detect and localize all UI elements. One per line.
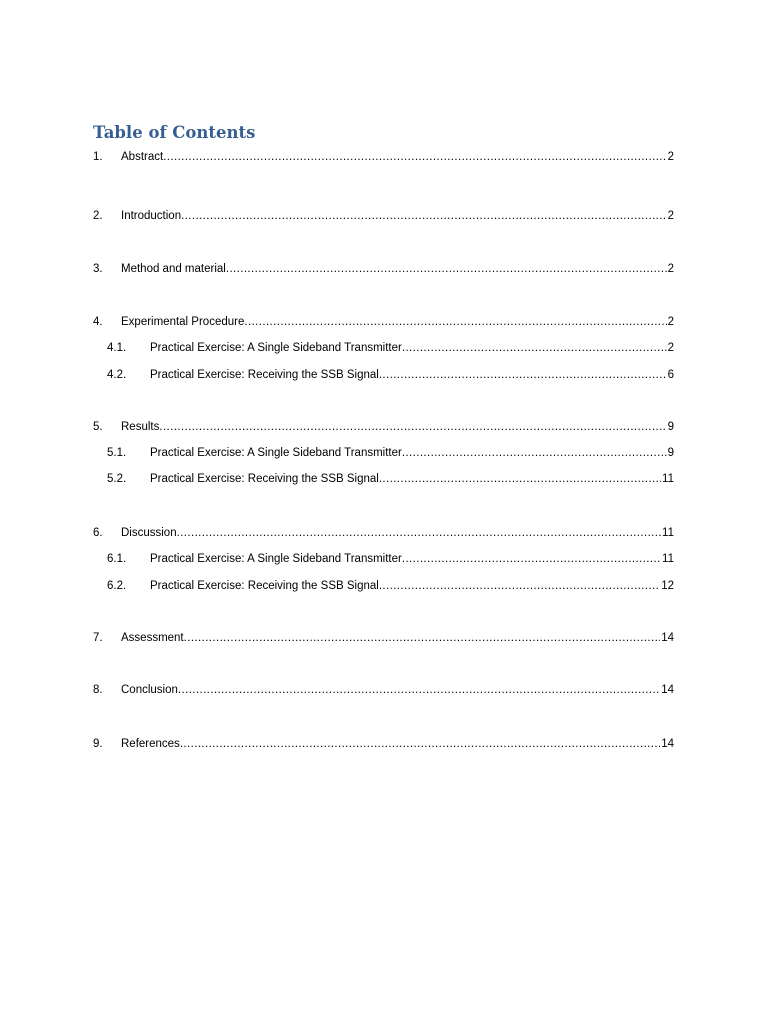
toc-entry-label[interactable]: Results [121, 421, 160, 433]
toc-entry-page: 12 [661, 580, 674, 592]
toc-entry-number: 8. [93, 684, 103, 696]
toc-entry-row [150, 551, 674, 567]
dot-leader [178, 682, 660, 698]
toc-entry-label[interactable]: Practical Exercise: A Single Sideband Transmitter [150, 447, 402, 459]
toc-entry-label[interactable]: Discussion [121, 527, 177, 539]
toc-entry-number: 6.1. [107, 553, 127, 565]
toc-entry-label[interactable]: Experimental Procedure [121, 316, 245, 328]
toc-entry-abstract[interactable] [0, 149, 768, 165]
toc-entry-results[interactable] [0, 419, 768, 435]
toc-entry-number: 4.2. [107, 369, 127, 381]
dot-leader [159, 419, 666, 435]
toc-entry-discussion[interactable] [0, 525, 768, 541]
toc-entry-number: 3. [93, 263, 103, 275]
toc-entry-page: 6 [667, 369, 674, 381]
toc-entry-page: 11 [662, 553, 674, 565]
toc-entry-row [121, 314, 674, 330]
toc-entry-page: 2 [667, 263, 674, 275]
dot-leader [226, 261, 667, 277]
toc-entry-number: 5. [93, 421, 103, 433]
toc-entry-number: 4. [93, 316, 103, 328]
dot-leader [402, 445, 667, 461]
toc-entry-4-2[interactable] [0, 367, 768, 383]
toc-entry-5-1[interactable] [0, 445, 768, 461]
toc-entry-page: 9 [667, 421, 674, 433]
toc-entry-page: 9 [667, 447, 674, 459]
toc-entry-label[interactable]: Practical Exercise: Receiving the SSB Signal [150, 473, 379, 485]
toc-entry-5-2[interactable] [0, 471, 768, 487]
toc-entry-number: 6.2. [107, 580, 127, 592]
toc-entry-row [150, 340, 674, 356]
toc-entry-page: 11 [662, 473, 674, 485]
toc-entry-assessment[interactable] [0, 630, 768, 646]
toc-entry-page: 2 [667, 151, 674, 163]
toc-entry-page: 11 [662, 527, 674, 539]
toc-entry-conclusion[interactable] [0, 682, 768, 698]
dot-leader [163, 149, 666, 165]
toc-entry-introduction[interactable] [0, 208, 768, 224]
dot-leader [379, 367, 667, 383]
dot-leader [244, 314, 666, 330]
toc-entry-row [150, 578, 674, 594]
toc-entry-page: 2 [667, 210, 674, 222]
toc-entry-number: 4.1. [107, 342, 127, 354]
dot-leader [177, 525, 661, 541]
toc-entry-experimental-procedure[interactable] [0, 314, 768, 330]
toc-entry-page: 14 [661, 684, 674, 696]
toc-entry-row [121, 525, 674, 541]
dot-leader [184, 630, 661, 646]
toc-entry-label[interactable]: Assessment [121, 632, 184, 644]
dot-leader [402, 551, 661, 567]
toc-entry-number: 1. [93, 151, 103, 163]
toc-entry-label[interactable]: Practical Exercise: A Single Sideband Transmitter [150, 553, 402, 565]
toc-entry-page: 14 [661, 632, 674, 644]
toc-entry-number: 9. [93, 738, 103, 750]
toc-entry-number: 7. [93, 632, 103, 644]
toc-entry-page: 14 [661, 738, 674, 750]
toc-entry-row [121, 736, 674, 752]
toc-entry-row [121, 630, 674, 646]
toc-entry-number: 6. [93, 527, 103, 539]
toc-entry-label[interactable]: Practical Exercise: Receiving the SSB Signal [150, 580, 379, 592]
toc-entry-6-1[interactable] [0, 551, 768, 567]
toc-entry-row [121, 682, 674, 698]
dot-leader [379, 471, 661, 487]
toc-entry-label[interactable]: References [121, 738, 180, 750]
toc-entry-page: 2 [667, 316, 674, 328]
dot-leader [379, 578, 660, 594]
toc-entry-6-2[interactable] [0, 578, 768, 594]
toc-entry-page: 2 [667, 342, 674, 354]
toc-entry-number: 5.1. [107, 447, 127, 459]
toc-entry-4-1[interactable] [0, 340, 768, 356]
toc-title: Table of Contents [93, 123, 256, 142]
toc-entry-label[interactable]: Abstract [121, 151, 164, 163]
toc-entry-row [121, 149, 674, 165]
toc-entry-row [150, 471, 674, 487]
dot-leader [180, 736, 660, 752]
toc-entry-label[interactable]: Introduction [121, 210, 182, 222]
toc-entry-references[interactable] [0, 736, 768, 752]
dot-leader [402, 340, 667, 356]
toc-entry-method-and-material[interactable] [0, 261, 768, 277]
toc-entry-row [121, 208, 674, 224]
toc-entry-number: 5.2. [107, 473, 127, 485]
toc-entry-row [150, 445, 674, 461]
toc-entry-row [121, 419, 674, 435]
toc-entry-row [150, 367, 674, 383]
toc-entry-label[interactable]: Conclusion [121, 684, 178, 696]
toc-entry-number: 2. [93, 210, 103, 222]
dot-leader [181, 208, 666, 224]
toc-entry-label[interactable]: Method and material [121, 263, 226, 275]
toc-entry-label[interactable]: Practical Exercise: Receiving the SSB Signal [150, 369, 379, 381]
toc-entry-row [121, 261, 674, 277]
toc-entry-label[interactable]: Practical Exercise: A Single Sideband Transmitter [150, 342, 402, 354]
